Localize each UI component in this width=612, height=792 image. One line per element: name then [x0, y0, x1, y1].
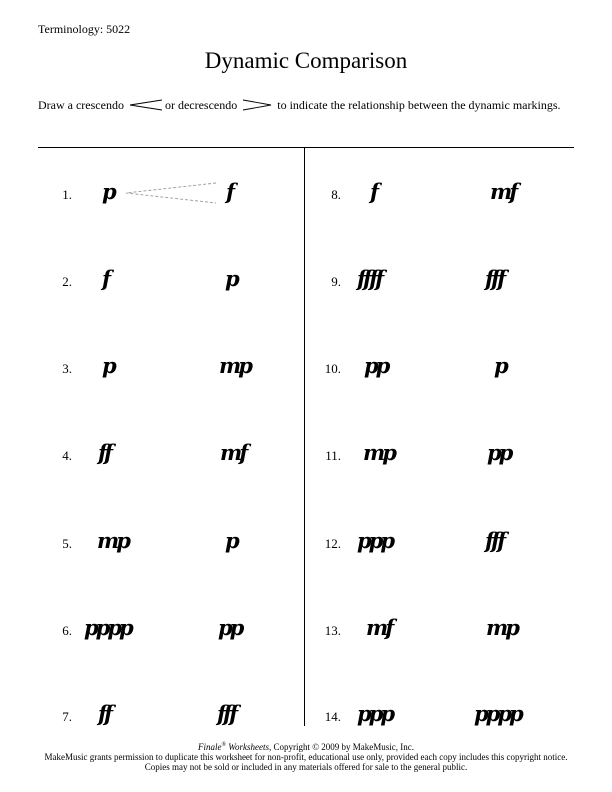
decrescendo-icon [242, 99, 272, 111]
dynamic-marking: mp [219, 353, 250, 378]
dynamic-marking: fff [485, 266, 504, 291]
footer-restriction-line: Copies may not be sold or included in any materials offered for sale to the general public. [144, 762, 468, 772]
footer-brand: Finale [197, 742, 222, 752]
dynamic-marking: ppp [357, 528, 393, 553]
item-number: 13. [324, 623, 341, 638]
item-number: 9. [331, 274, 341, 289]
dynamic-marking: p [102, 179, 114, 204]
item-number: 2. [62, 274, 72, 289]
dynamic-marking: mp [363, 440, 394, 465]
instructions [38, 97, 561, 113]
dynamic-marking: p [494, 353, 506, 378]
dynamic-marking: pp [218, 615, 242, 640]
dynamic-marking: ff [98, 440, 111, 465]
item-number: 10. [324, 361, 341, 376]
dynamic-marking: p [225, 528, 237, 553]
instructions-part2: or decrescendo [164, 97, 238, 112]
item-number: 5. [62, 536, 72, 551]
dynamic-marking: mf [490, 179, 516, 204]
item-number: 7. [62, 709, 72, 724]
dynamic-marking: p [225, 266, 237, 291]
item-number: 4. [62, 448, 72, 463]
dynamic-marking: pp [487, 440, 511, 465]
dynamic-marking: mp [486, 615, 517, 640]
item-number: 14. [324, 709, 341, 724]
dynamic-marking: f [226, 179, 233, 204]
dynamic-marking: ppp [357, 701, 393, 726]
footer-reg-mark: ® [221, 742, 227, 748]
dynamic-marking: mf [366, 615, 392, 640]
item-number: 3. [62, 361, 72, 376]
dynamic-marking: mf [220, 440, 246, 465]
footer-copyright: , Copyright © 2009 by MakeMusic, Inc. [268, 742, 415, 752]
dynamic-marking: ffff [357, 266, 382, 291]
footer [0, 740, 612, 772]
instructions-part3: to indicate the relationship between the dynamic markings. [277, 97, 561, 112]
dynamic-marking: pppp [84, 615, 131, 640]
item-number: 11. [325, 448, 341, 463]
example-crescendo-icon [124, 182, 218, 204]
item-number: 8. [331, 187, 341, 202]
item-number: 6. [62, 623, 72, 638]
header-label: Terminology: 5022 [38, 22, 131, 36]
footer-worksheets: Worksheets [226, 742, 269, 752]
instructions-part1: Draw a crescendo [38, 97, 124, 112]
dynamic-marking: pp [364, 353, 388, 378]
page-title: Dynamic Comparison [204, 48, 408, 73]
item-number: 1. [62, 187, 72, 202]
dynamic-marking: mp [97, 528, 128, 553]
footer-copyright-line [0, 740, 612, 752]
dynamic-marking: fff [217, 701, 236, 726]
dynamic-marking: f [102, 266, 109, 291]
dynamic-marking: p [102, 353, 114, 378]
crescendo-icon [129, 99, 163, 111]
header-divider [38, 147, 574, 148]
item-number: 12. [324, 536, 341, 551]
dynamic-marking: fff [485, 528, 504, 553]
dynamic-marking: pppp [474, 701, 521, 726]
footer-permission-line: MakeMusic grants permission to duplicate this worksheet for non-profit, educational use only, provided each copy includes this copyright notice. [44, 752, 568, 762]
column-divider [304, 148, 305, 726]
dynamic-marking: f [370, 179, 377, 204]
dynamic-marking: ff [98, 701, 111, 726]
